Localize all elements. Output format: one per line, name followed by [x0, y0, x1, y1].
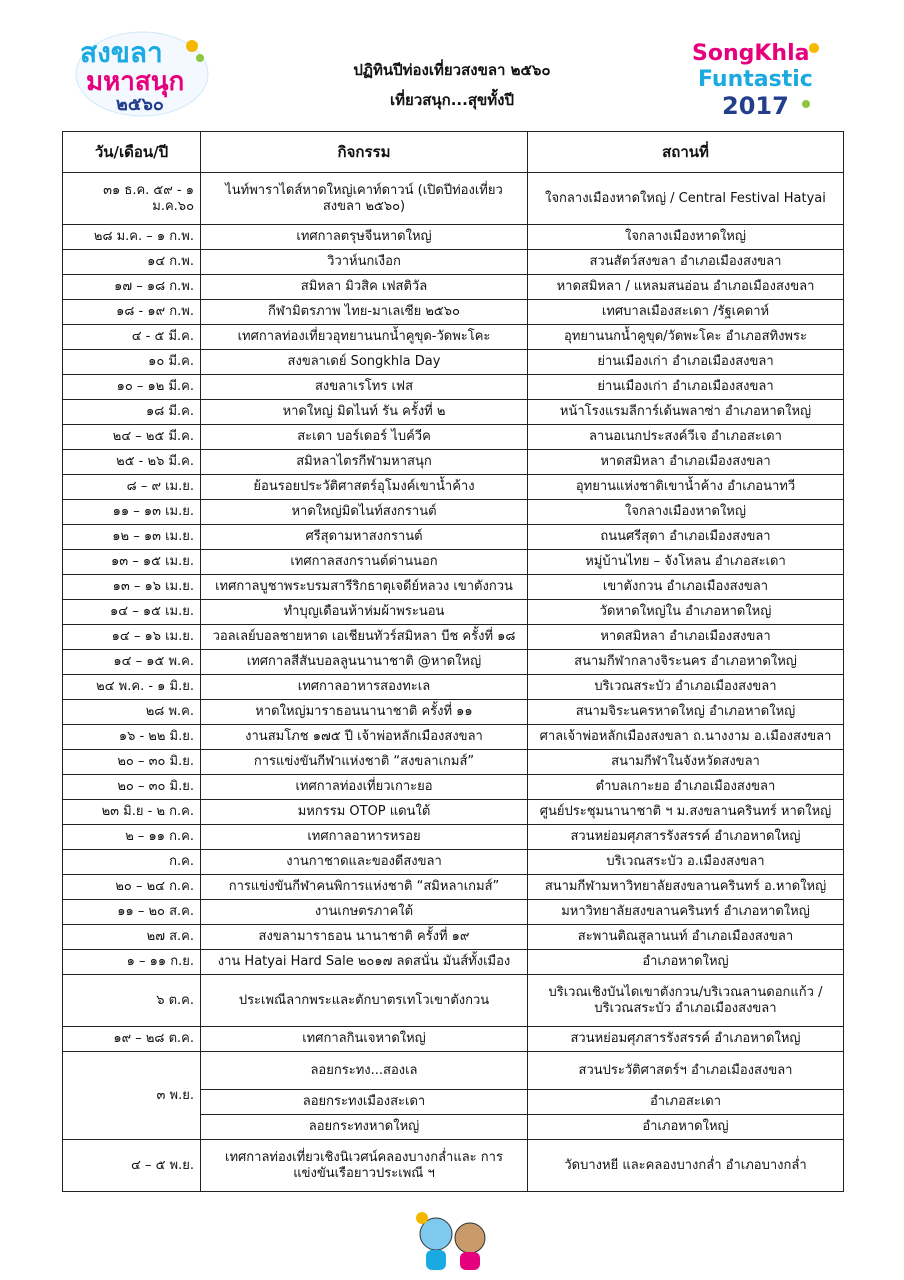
- event-activity: ประเพณีลากพระและตักบาตรเทโวเขาตังกวน: [201, 975, 528, 1027]
- event-place: สวนหย่อมศุภสารรังสรรค์ อำเภอหาดใหญ่: [528, 825, 844, 850]
- event-activity: ย้อนรอยประวัติศาสตร์อุโมงค์เขาน้ำค้าง: [201, 475, 528, 500]
- event-date: ๑๘ มี.ค.: [63, 400, 201, 425]
- event-place: อุทยานนกน้ำคูขุด/วัดพะโคะ อำเภอสทิงพระ: [528, 325, 844, 350]
- event-place: บริเวณสระบัว อ.เมืองสงขลา: [528, 850, 844, 875]
- event-place: ศาลเจ้าพ่อหลักเมืองสงขลา ถ.นางงาม อ.เมืองสงขลา: [528, 725, 844, 750]
- event-place: สวนหย่อมศุภสารรังสรรค์ อำเภอหาดใหญ่: [528, 1027, 844, 1052]
- event-place: ถนนศรีสุดา อำเภอเมืองสงขลา: [528, 525, 844, 550]
- event-activity: เทศกาลอาหารสองทะเล: [201, 675, 528, 700]
- event-activity: วอลเลย์บอลชายหาด เอเชียนทัวร์สมิหลา บีช ครั้งที่ ๑๘: [201, 625, 528, 650]
- event-date: ๑๔ – ๑๕ เม.ย.: [63, 600, 201, 625]
- event-activity: หาดใหญ่มาราธอนนานาชาติ ครั้งที่ ๑๑: [201, 700, 528, 725]
- event-activity: ลอยกระทง...สองเล: [201, 1052, 528, 1090]
- table-row: [63, 1052, 844, 1090]
- table-row: [63, 450, 844, 475]
- event-activity: งานกาชาดและของดีสงขลา: [201, 850, 528, 875]
- event-place: บริเวณสระบัว อำเภอเมืองสงขลา: [528, 675, 844, 700]
- event-activity: การแข่งขันกีฬาคนพิการแห่งชาติ “สมิหลาเกมส์”: [201, 875, 528, 900]
- event-place: อุทยานแห่งชาติเขาน้ำค้าง อำเภอนาทวี: [528, 475, 844, 500]
- svg-text:2017: 2017: [722, 92, 789, 120]
- table-row: [63, 400, 844, 425]
- event-activity: การแข่งขันกีฬาแห่งชาติ “สงขลาเกมส์”: [201, 750, 528, 775]
- svg-text:มหาสนุก: มหาสนุก: [86, 67, 185, 97]
- event-activity: หาดใหญ่ มิดไนท์ รัน ครั้งที่ ๒: [201, 400, 528, 425]
- event-activity: ลอยกระทงเมืองสะเดา: [201, 1090, 528, 1115]
- event-place: สนามจิระนครหาดใหญ่ อำเภอหาดใหญ่: [528, 700, 844, 725]
- event-date: ๓ พ.ย.: [63, 1052, 201, 1140]
- table-row: [63, 975, 844, 1027]
- event-place: หมู่บ้านไทย – จังโหลน อำเภอสะเดา: [528, 550, 844, 575]
- table-row: [63, 700, 844, 725]
- event-activity: งานสมโภช ๑๗๕ ปี เจ้าพ่อหลักเมืองสงขลา: [201, 725, 528, 750]
- event-date: ๔ – ๕ พ.ย.: [63, 1140, 201, 1192]
- event-date: ๑๐ มี.ค.: [63, 350, 201, 375]
- page-title: ปฏิทินปีท่องเที่ยวสงขลา ๒๕๖๐: [353, 61, 551, 79]
- table-row: [63, 900, 844, 925]
- event-date: ๒๔ พ.ค. - ๑ มิ.ย.: [63, 675, 201, 700]
- table-row: [63, 650, 844, 675]
- event-date: ๒๘ พ.ค.: [63, 700, 201, 725]
- event-place: หาดสมิหลา อำเภอเมืองสงขลา: [528, 450, 844, 475]
- column-header-activity: กิจกรรม: [201, 132, 528, 173]
- table-row: [63, 775, 844, 800]
- event-date: ๒๘ ม.ค. – ๑ ก.พ.: [63, 225, 201, 250]
- event-place: หน้าโรงแรมลีการ์เด้นพลาซ่า อำเภอหาดใหญ่: [528, 400, 844, 425]
- event-place: หาดสมิหลา / แหลมสนอ่อน อำเภอเมืองสงขลา: [528, 275, 844, 300]
- event-place: สนามกีฬามหาวิทยาลัยสงขลานครินทร์ อ.หาดใหญ่: [528, 875, 844, 900]
- mascot-illustration: [392, 1208, 510, 1274]
- svg-text:Funtastic: Funtastic: [698, 67, 813, 92]
- table-row: [63, 625, 844, 650]
- event-date: ๑๖ - ๒๒ มิ.ย.: [63, 725, 201, 750]
- event-activity: สะเดา บอร์เดอร์ ไบค์วีค: [201, 425, 528, 450]
- event-place: ศูนย์ประชุมนานาชาติ ฯ ม.สงขลานครินทร์ หาดใหญ่: [528, 800, 844, 825]
- table-row: [63, 425, 844, 450]
- event-activity: งาน Hatyai Hard Sale ๒๐๑๗ ลดสนั่น มันส์ทั้งเมือง: [201, 950, 528, 975]
- svg-text:๒๕๖๐: ๒๕๖๐: [116, 94, 164, 115]
- table-row: [63, 675, 844, 700]
- event-date: ๘ – ๙ เม.ย.: [63, 475, 201, 500]
- page-subtitle: เที่ยวสนุก...สุขทั้งปี: [390, 91, 514, 109]
- event-activity: สมิหลาไตรกีฬามหาสนุก: [201, 450, 528, 475]
- event-place: อำเภอสะเดา: [528, 1090, 844, 1115]
- event-date: ๔ - ๕ มี.ค.: [63, 325, 201, 350]
- event-place: มหาวิทยาลัยสงขลานครินทร์ อำเภอหาดใหญ่: [528, 900, 844, 925]
- event-date: ๑๑ – ๑๓ เม.ย.: [63, 500, 201, 525]
- table-row: [63, 525, 844, 550]
- table-row: [63, 375, 844, 400]
- event-place: สวนประวัติศาสตร์ฯ อำเภอเมืองสงขลา: [528, 1052, 844, 1090]
- table-row: [63, 225, 844, 250]
- table-row: [63, 1027, 844, 1052]
- event-date: ๒๐ – ๓๐ มิ.ย.: [63, 775, 201, 800]
- event-place: สนามกีฬากลางจิระนคร อำเภอหาดใหญ่: [528, 650, 844, 675]
- event-activity: งานเกษตรภาคใต้: [201, 900, 528, 925]
- event-place: อำเภอหาดใหญ่: [528, 950, 844, 975]
- event-activity: เทศกาลตรุษจีนหาดใหญ่: [201, 225, 528, 250]
- songkhla-fun-logo: [72, 28, 212, 120]
- event-date: ๓๑ ธ.ค. ๕๙ - ๑ ม.ค.๖๐: [63, 173, 201, 225]
- event-date: ๑ – ๑๑ ก.ย.: [63, 950, 201, 975]
- event-date: ๒๓ มิ.ย - ๒ ก.ค.: [63, 800, 201, 825]
- event-activity: เทศกาลท่องเที่ยวเชิงนิเวศน์คลองบางกล่ำและ การแข่งขันเรือยาวประเพณี ฯ: [201, 1140, 528, 1192]
- table-row: [63, 575, 844, 600]
- event-date: ๑๔ ก.พ.: [63, 250, 201, 275]
- event-place: หาดสมิหลา อำเภอเมืองสงขลา: [528, 625, 844, 650]
- event-place: ใจกลางเมืองหาดใหญ่: [528, 500, 844, 525]
- event-place: อำเภอหาดใหญ่: [528, 1115, 844, 1140]
- event-date: ๒๕ - ๒๖ มี.ค.: [63, 450, 201, 475]
- event-activity: หาดใหญ่มิดไนท์สงกรานต์: [201, 500, 528, 525]
- table-row: [63, 850, 844, 875]
- event-date: ๖ ต.ค.: [63, 975, 201, 1027]
- event-place: สวนสัตว์สงขลา อำเภอเมืองสงขลา: [528, 250, 844, 275]
- event-place: ใจกลางเมืองหาดใหญ่ / Central Festival Hatyai: [528, 173, 844, 225]
- event-place: บริเวณเชิงบันไดเขาตังกวน/บริเวณลานดอกแก้ว /บริเวณสระบัว อำเภอเมืองสงขลา: [528, 975, 844, 1027]
- event-date: ก.ค.: [63, 850, 201, 875]
- event-date: ๑๓ – ๑๖ เม.ย.: [63, 575, 201, 600]
- table-row: [63, 550, 844, 575]
- event-activity: ศรีสุดามหาสงกรานต์: [201, 525, 528, 550]
- svg-text:SongKhla: SongKhla: [692, 41, 810, 66]
- event-date: ๑๔ – ๑๖ เม.ย.: [63, 625, 201, 650]
- event-place: ย่านเมืองเก่า อำเภอเมืองสงขลา: [528, 375, 844, 400]
- event-activity: สมิหลา มิวสิค เฟสติวัล: [201, 275, 528, 300]
- event-date: ๒๐ – ๓๐ มิ.ย.: [63, 750, 201, 775]
- event-activity: กีฬามิตรภาพ ไทย-มาเลเซีย ๒๕๖๐: [201, 300, 528, 325]
- event-activity: เทศกาลกินเจหาดใหญ่: [201, 1027, 528, 1052]
- table-row: [63, 500, 844, 525]
- event-date: ๑๘ - ๑๙ ก.พ.: [63, 300, 201, 325]
- event-date: ๑๐ – ๑๒ มี.ค.: [63, 375, 201, 400]
- event-activity: สงขลามาราธอน นานาชาติ ครั้งที่ ๑๙: [201, 925, 528, 950]
- event-place: ตำบลเกาะยอ อำเภอเมืองสงขลา: [528, 775, 844, 800]
- event-activity: ไนท์พาราไดส์หาดใหญ่เคาท์ดาวน์ (เปิดปีท่องเที่ยวสงขลา ๒๕๖๐): [201, 173, 528, 225]
- table-row: [63, 875, 844, 900]
- table-body: [63, 173, 844, 1192]
- table-row: [63, 275, 844, 300]
- table-row: [63, 173, 844, 225]
- event-activity: มหกรรม OTOP แดนใต้: [201, 800, 528, 825]
- event-date: ๑๑ – ๒๐ ส.ค.: [63, 900, 201, 925]
- svg-text:สงขลา: สงขลา: [80, 36, 163, 69]
- event-place: สนามกีฬาในจังหวัดสงขลา: [528, 750, 844, 775]
- table-row: [63, 350, 844, 375]
- songkhla-funtastic-logo: [688, 34, 828, 124]
- column-header-place: สถานที่: [528, 132, 844, 173]
- table-header-row: [63, 132, 844, 173]
- table-row: [63, 750, 844, 775]
- table-row: [63, 250, 844, 275]
- event-calendar-table: [62, 131, 844, 1192]
- event-activity: วิวาห์นกเงือก: [201, 250, 528, 275]
- event-date: ๑๙ – ๒๘ ต.ค.: [63, 1027, 201, 1052]
- table-row: [63, 475, 844, 500]
- table-row: [63, 825, 844, 850]
- table-row: [63, 800, 844, 825]
- column-header-date: วัน/เดือน/ปี: [63, 132, 201, 173]
- event-activity: เทศกาลสีสันบอลลูนนานาชาติ @หาดใหญ่: [201, 650, 528, 675]
- event-activity: เทศกาลบูชาพระบรมสารีริกธาตุเจดีย์หลวง เขาตังกวน: [201, 575, 528, 600]
- event-date: ๒ – ๑๑ ก.ค.: [63, 825, 201, 850]
- event-place: เขาตังกวน อำเภอเมืองสงขลา: [528, 575, 844, 600]
- table-row: [63, 950, 844, 975]
- event-date: ๒๐ – ๒๔ ก.ค.: [63, 875, 201, 900]
- event-activity: เทศกาลสงกรานต์ด่านนอก: [201, 550, 528, 575]
- event-activity: เทศกาลอาหารหรอย: [201, 825, 528, 850]
- page-header: [0, 0, 904, 130]
- table-row: [63, 600, 844, 625]
- event-date: ๑๗ – ๑๘ ก.พ.: [63, 275, 201, 300]
- table-row: [63, 325, 844, 350]
- event-date: ๑๓ – ๑๕ เม.ย.: [63, 550, 201, 575]
- event-place: ใจกลางเมืองหาดใหญ่: [528, 225, 844, 250]
- event-place: ย่านเมืองเก่า อำเภอเมืองสงขลา: [528, 350, 844, 375]
- event-activity: สงขลาเรโทร เฟส: [201, 375, 528, 400]
- event-place: เทศบาลเมืองสะเดา /รัฐเคดาห์: [528, 300, 844, 325]
- event-date: ๑๔ – ๑๕ พ.ค.: [63, 650, 201, 675]
- event-date: ๒๗ ส.ค.: [63, 925, 201, 950]
- event-date: ๑๒ – ๑๓ เม.ย.: [63, 525, 201, 550]
- title-block: [260, 60, 644, 110]
- event-activity: ลอยกระทงหาดใหญ่: [201, 1115, 528, 1140]
- table-row: [63, 725, 844, 750]
- table-row: [63, 925, 844, 950]
- event-date: ๒๔ – ๒๕ มี.ค.: [63, 425, 201, 450]
- event-activity: ทำบุญเดือนห้าห่มผ้าพระนอน: [201, 600, 528, 625]
- event-place: สะพานติณสูลานนท์ อำเภอเมืองสงขลา: [528, 925, 844, 950]
- event-activity: เทศกาลท่องเที่ยวอุทยานนกน้ำคูขุด-วัดพะโคะ: [201, 325, 528, 350]
- table-row: [63, 1140, 844, 1192]
- event-place: ลานอเนกประสงค์วีเจ อำเภอสะเดา: [528, 425, 844, 450]
- event-activity: เทศกาลท่องเที่ยวเกาะยอ: [201, 775, 528, 800]
- table-row: [63, 300, 844, 325]
- event-place: วัดหาดใหญ่ใน อำเภอหาดใหญ่: [528, 600, 844, 625]
- event-place: วัดบางหยี และคลองบางกล่ำ อำเภอบางกล่ำ: [528, 1140, 844, 1192]
- event-activity: สงขลาเดย์ Songkhla Day: [201, 350, 528, 375]
